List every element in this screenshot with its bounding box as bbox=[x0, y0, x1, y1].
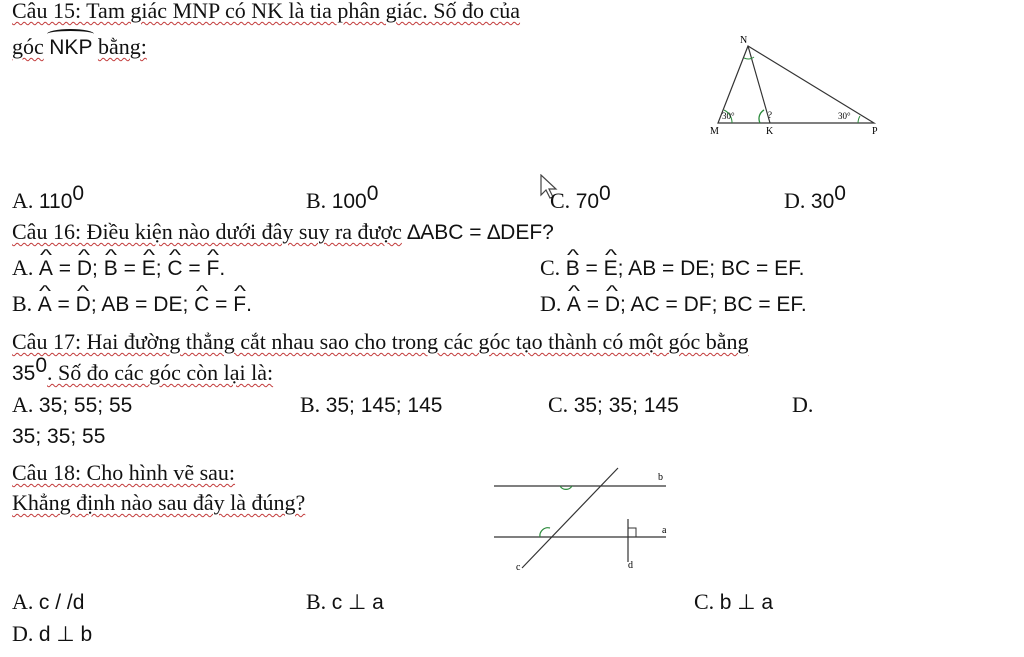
q15-option-d: D. $30^0$ bbox=[784, 182, 846, 213]
q15-line1: Câu 15: Tam giác MNP có NK là tia phân giác. Số đo của bbox=[12, 0, 521, 23]
q15-option-b: B. $100^0$ bbox=[306, 182, 379, 213]
fig-label-m: M bbox=[710, 126, 719, 137]
q18-line2: Khẳng định nào sau đây là đúng? bbox=[12, 490, 306, 515]
q17-line1: Câu 17: Hai đường thẳng cắt nhau sao cho trong các góc tạo thành có một góc bằng bbox=[12, 329, 749, 354]
q15-option-a: A. $110^0$ bbox=[12, 182, 85, 213]
fig-label-c: c bbox=[516, 562, 521, 573]
q18-option-d: D. d ⊥ b bbox=[12, 621, 93, 646]
q17-line2: $35^0$. Số đo các góc còn lại là: bbox=[12, 354, 274, 385]
q18-line1: Câu 18: Cho hình vẽ sau: bbox=[12, 460, 236, 485]
fig-label-a: a bbox=[662, 525, 667, 536]
fig-label-p: P bbox=[872, 126, 878, 137]
q15-angle: NKP bbox=[49, 36, 93, 59]
q16-option-b: B. ^ A = ^ D; AB = DE; ^ C = ^ F. bbox=[12, 291, 252, 318]
q15-option-c: C. $70^0$ bbox=[550, 182, 611, 213]
q16-option-c: C. ^ B = ^ E; AB = DE; BC = EF. bbox=[540, 255, 804, 282]
q18-option-a: A. c / /d bbox=[12, 589, 85, 614]
q17-option-c: C. 35; 35; 145 bbox=[548, 392, 679, 417]
fig-label-n: N bbox=[740, 35, 748, 46]
q15-bang: bằng: bbox=[97, 34, 147, 59]
q17-option-d-letter: D. bbox=[792, 392, 814, 417]
q15-goc: góc bbox=[12, 34, 44, 59]
q15-line2 bbox=[12, 34, 147, 61]
q15-triangle-figure bbox=[700, 30, 900, 145]
q18-option-c: C. b ⊥ a bbox=[694, 589, 774, 614]
q18-lines-figure bbox=[488, 464, 688, 579]
fig-label-d: d bbox=[628, 560, 633, 571]
q17-option-d-text: 35; 35; 55 bbox=[12, 425, 106, 448]
q16-option-a: A. ^ A = ^ D; ^ B = ^ E; ^ C = ^ F. bbox=[12, 255, 225, 282]
fig-label-k: K bbox=[766, 126, 774, 137]
fig-angle-unknown: ? bbox=[768, 110, 772, 120]
fig-label-b: b bbox=[658, 472, 663, 483]
q17-option-a: A. 35; 55; 55 bbox=[12, 392, 133, 417]
q16-expression: ∆ABC = ∆DEF? bbox=[407, 221, 554, 244]
q17-option-b: B. 35; 145; 145 bbox=[300, 392, 443, 417]
fig-angle-p: 30° bbox=[838, 111, 851, 121]
q18-option-b: B. c ⊥ a bbox=[306, 589, 384, 614]
q16-option-d: D. ^ A = ^ D; AC = DF; BC = EF. bbox=[540, 291, 807, 318]
fig-angle-m: 30° bbox=[722, 111, 735, 121]
q16-question: Câu 16: Điều kiện nào dưới đây suy ra được ∆ABC = ∆DEF? bbox=[12, 219, 554, 244]
